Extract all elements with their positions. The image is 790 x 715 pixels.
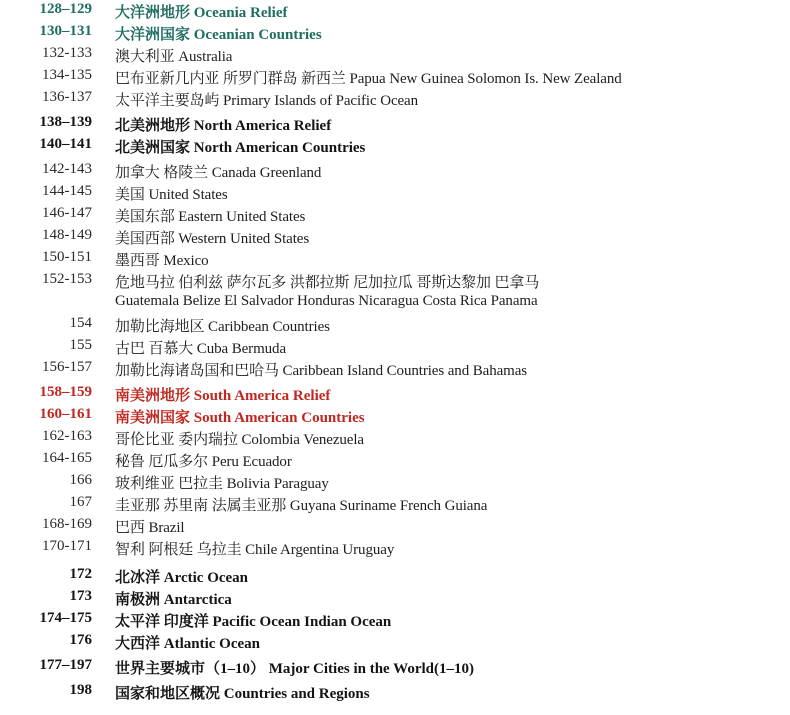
entry-title: 智利 阿根廷 乌拉圭 Chile Argentina Uruguay <box>115 542 395 558</box>
page-number: 162-163 <box>42 428 92 444</box>
page-number: 142-143 <box>42 161 92 177</box>
page-number: 148-149 <box>42 227 92 243</box>
page-number: 167 <box>69 494 92 510</box>
entry-title: 大洋洲地形 Oceania Relief <box>115 5 288 21</box>
entry-title: 太平洋 印度洋 Pacific Ocean Indian Ocean <box>115 614 392 630</box>
page-number: 128–129 <box>39 1 92 17</box>
page-number: 154 <box>69 315 92 331</box>
page-number: 146-147 <box>42 205 92 221</box>
entry-title: 北美洲地形 North America Relief <box>115 118 332 134</box>
entry-title: 南美洲地形 South America Relief <box>115 388 331 404</box>
page-number: 172 <box>69 566 92 582</box>
page-number: 176 <box>69 632 92 648</box>
entry-title: 北美洲国家 North American Countries <box>115 140 366 156</box>
entry-title: 秘鲁 厄瓜多尔 Peru Ecuador <box>115 454 292 470</box>
entry-title: 世界主要城市（1–10） Major Cities in the World(1–10) <box>115 661 475 677</box>
entry-title: 危地马拉 伯利兹 萨尔瓦多 洪都拉斯 尼加拉瓜 哥斯达黎加 巴拿马 <box>115 275 540 291</box>
entry-title: Guatemala Belize El Salvador Honduras Nicaragua Costa Rica Panama <box>115 293 538 309</box>
entry-title: 澳大利亚 Australia <box>115 49 233 65</box>
entry-title: 大洋洲国家 Oceanian Countries <box>115 27 322 43</box>
entry-title: 国家和地区概况 Countries and Regions <box>115 686 370 702</box>
entry-title: 圭亚那 苏里南 法属圭亚那 Guyana Suriname French Guiana <box>115 498 488 514</box>
entry-title: 加拿大 格陵兰 Canada Greenland <box>115 165 322 181</box>
page-number: 150-151 <box>42 249 92 265</box>
page-number: 155 <box>69 337 92 353</box>
entry-title: 北冰洋 Arctic Ocean <box>115 570 249 586</box>
entry-title: 大西洋 Atlantic Ocean <box>115 636 260 652</box>
page-number: 160–161 <box>39 406 92 422</box>
entry-title: 南美洲国家 South American Countries <box>115 410 365 426</box>
page-number: 138–139 <box>39 114 92 130</box>
page-number: 144-145 <box>42 183 92 199</box>
entry-title: 美国 United States <box>115 187 228 203</box>
entry-title: 古巴 百慕大 Cuba Bermuda <box>115 341 286 357</box>
entry-title: 美国东部 Eastern United States <box>115 209 306 225</box>
page-number: 152-153 <box>42 271 92 287</box>
page-number: 170-171 <box>42 538 92 554</box>
page-number: 134-135 <box>42 67 92 83</box>
entry-title: 哥伦比亚 委内瑞拉 Colombia Venezuela <box>115 432 364 448</box>
entry-title: 加勒比海诸岛国和巴哈马 Caribbean Island Countries and Bahamas <box>115 363 528 379</box>
page-number: 140–141 <box>39 136 92 152</box>
page-number: 130–131 <box>39 23 92 39</box>
page-number: 132-133 <box>42 45 92 61</box>
entry-title: 太平洋主要岛屿 Primary Islands of Pacific Ocean <box>115 93 419 109</box>
page-number: 164-165 <box>42 450 92 466</box>
page-number: 168-169 <box>42 516 92 532</box>
entry-title: 玻利维亚 巴拉圭 Bolivia Paraguay <box>115 476 329 492</box>
entry-title: 南极洲 Antarctica <box>115 592 232 608</box>
entry-title: 加勒比海地区 Caribbean Countries <box>115 319 330 335</box>
page-number: 166 <box>69 472 92 488</box>
entry-title: 美国西部 Western United States <box>115 231 310 247</box>
page-number: 156-157 <box>42 359 92 375</box>
page-number: 136-137 <box>42 89 92 105</box>
entry-title: 墨西哥 Mexico <box>115 253 209 269</box>
entry-title: 巴布亚新几内亚 所罗门群岛 新西兰 Papua New Guinea Solomon Is. New Zealand <box>115 71 622 87</box>
page-number: 177–197 <box>39 657 92 673</box>
page-number: 173 <box>69 588 92 604</box>
page-number: 174–175 <box>39 610 92 626</box>
entry-title: 巴西 Brazil <box>115 520 185 536</box>
page-number: 158–159 <box>39 384 92 400</box>
page-number: 198 <box>69 682 92 698</box>
